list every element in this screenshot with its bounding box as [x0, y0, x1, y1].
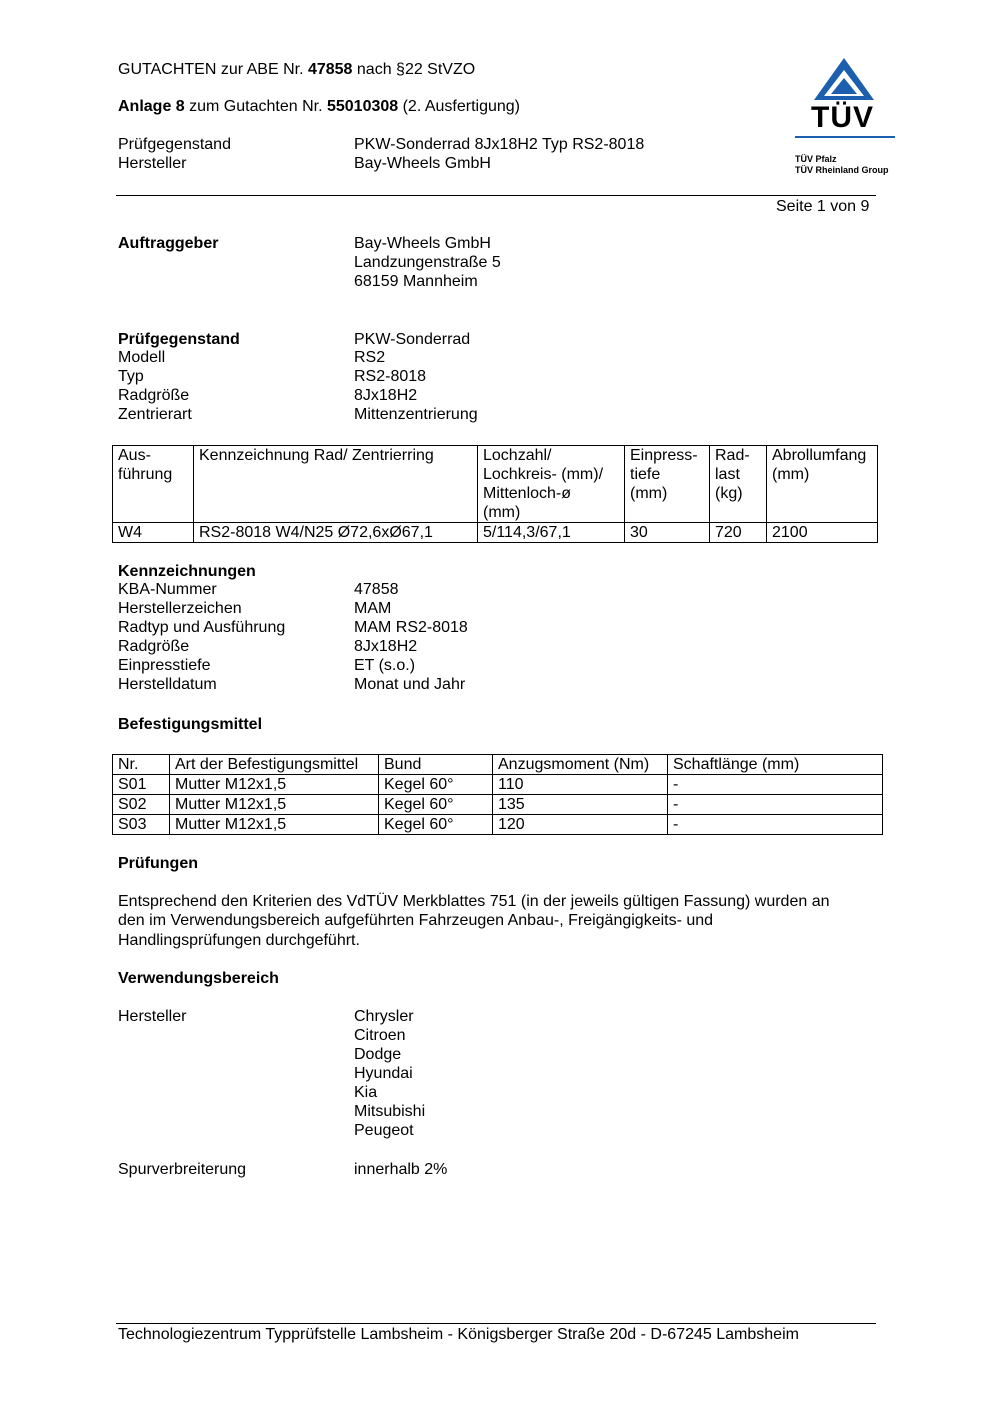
table-cell: 135	[493, 795, 668, 815]
kennzeichnung-row	[118, 657, 818, 676]
table-cell: Mutter M12x1,5	[170, 815, 379, 835]
table-header-cell	[194, 446, 478, 523]
row-value: 8Jx18H2	[354, 387, 418, 404]
spurverbreiterung-value: innerhalb 2%	[354, 1161, 448, 1178]
anlage-mid: zum Gutachten Nr.	[184, 98, 327, 115]
logo-sub1: TÜV Pfalz	[795, 154, 837, 164]
kennzeichnung-row	[118, 600, 818, 619]
header-pruefgegenstand	[118, 136, 818, 155]
table-cell: Kegel 60°	[379, 815, 493, 835]
hersteller-item: Peugeot	[354, 1122, 414, 1139]
header-hersteller-value: Bay-Wheels GmbH	[354, 155, 491, 172]
row-label: Herstellerzeichen	[118, 600, 242, 617]
table-cell: Mutter M12x1,5	[170, 775, 379, 795]
verwendungsbereich-heading: Verwendungsbereich	[118, 970, 279, 987]
row-value: MAM RS2-8018	[354, 619, 468, 636]
auftraggeber-line: 68159 Mannheim	[354, 273, 478, 290]
logo-wordmark: TÜV	[811, 101, 874, 134]
abe-suffix: nach §22 StVZO	[352, 61, 476, 78]
header-line: last	[715, 466, 740, 483]
row-value: RS2-8018	[354, 368, 427, 385]
header-line: (mm)	[772, 466, 810, 483]
verwendung-hersteller-label: Hersteller	[118, 1008, 187, 1025]
hersteller-item: Kia	[354, 1084, 378, 1101]
table-cell: -	[668, 775, 883, 795]
anlage-label: Anlage 8	[118, 98, 185, 115]
row-value: ET (s.o.)	[354, 657, 416, 674]
pruefungen-text: Handlingsprüfungen durchgeführt.	[118, 932, 360, 949]
befestigung-heading: Befestigungsmittel	[118, 716, 263, 733]
table-header-cell: Anzugsmoment (Nm)	[493, 755, 668, 775]
tuev-logo	[792, 56, 898, 176]
table-cell: 2100	[767, 523, 878, 543]
table-header-row	[113, 755, 883, 775]
header-anlage-line	[118, 97, 520, 116]
row-label: Radtyp und Ausführung	[118, 619, 286, 636]
page-number: Seite 1 von 9	[776, 198, 870, 215]
befestigung-table	[112, 754, 883, 835]
table-cell: W4	[113, 523, 194, 543]
row-label: KBA-Nummer	[118, 581, 217, 598]
abe-number: 47858	[307, 61, 353, 78]
row-label: Einpresstiefe	[118, 657, 211, 674]
auftraggeber-line: Bay-Wheels GmbH	[354, 235, 491, 252]
hersteller-item: Mitsubishi	[354, 1103, 426, 1120]
table-cell: S02	[113, 795, 170, 815]
header-pruefgegenstand-value: PKW-Sonderrad 8Jx18H2 Typ RS2-8018	[354, 136, 645, 153]
row-label: Herstelldatum	[118, 676, 217, 693]
footer-address: Technologiezentrum Typprüfstelle Lambsheim - Königsberger Straße 20d - D-67245 Lambsheim	[118, 1326, 799, 1343]
pruefungen-text: Entsprechend den Kriterien des VdTÜV Merkblattes 751 (in der jeweils gültigen Fassung) wurden an	[118, 893, 830, 910]
table-header-cell	[113, 446, 194, 523]
header-divider	[116, 195, 876, 196]
pruefgegenstand-row	[118, 406, 818, 425]
auftraggeber-line: Landzungenstraße 5	[354, 254, 501, 271]
row-value: MAM	[354, 600, 392, 617]
header-line: Abrollumfang	[772, 447, 867, 464]
header-line: (mm)	[630, 485, 668, 502]
row-value: 47858	[354, 581, 399, 598]
table-header-cell	[625, 446, 710, 523]
ausfuehrung-table	[112, 445, 878, 543]
pruefgegenstand-row	[118, 387, 818, 406]
anlage-suffix: (2. Ausfertigung)	[398, 98, 520, 115]
header-line: Kennzeichnung Rad/ Zentrierring	[199, 447, 434, 464]
table-header-cell: Nr.	[113, 755, 170, 775]
hersteller-item: Citroen	[354, 1027, 406, 1044]
logo-sub2: TÜV Rheinland Group	[795, 165, 889, 175]
pruefgegenstand-row	[118, 368, 818, 387]
gutachten-number: 55010308	[326, 98, 399, 115]
table-cell: 30	[625, 523, 710, 543]
header-line: Einpress-	[630, 447, 698, 464]
row-label: Radgröße	[118, 638, 190, 655]
table-row	[113, 815, 883, 835]
table-cell: Mutter M12x1,5	[170, 795, 379, 815]
kennzeichnung-row	[118, 676, 818, 695]
table-cell: 5/114,3/67,1	[478, 523, 625, 543]
hersteller-item: Dodge	[354, 1046, 402, 1063]
table-cell: 110	[493, 775, 668, 795]
row-value: Monat und Jahr	[354, 676, 466, 693]
header-abe-line	[118, 60, 475, 79]
footer-divider	[116, 1323, 876, 1324]
header-line: Lochzahl/	[483, 447, 552, 464]
table-cell: RS2-8018 W4/N25 Ø72,6xØ67,1	[194, 523, 478, 543]
hersteller-item: Hyundai	[354, 1065, 413, 1082]
pruefungen-text: den im Verwendungsbereich aufgeführten Fahrzeugen Anbau-, Freigängigkeits- und	[118, 912, 714, 929]
row-label: Modell	[118, 349, 166, 366]
row-label: Zentrierart	[118, 406, 192, 423]
pruefgegenstand-heading: Prüfgegenstand	[118, 331, 240, 348]
pruefgegenstand-heading-value: PKW-Sonderrad	[354, 331, 471, 348]
header-line: Mittenloch-ø	[483, 485, 572, 502]
pruefgegenstand-row	[118, 349, 818, 368]
table-cell: -	[668, 815, 883, 835]
header-line: (kg)	[715, 485, 743, 502]
row-value: Mittenzentrierung	[354, 406, 478, 423]
table-header-cell	[478, 446, 625, 523]
table-header-row	[113, 446, 878, 523]
table-header-cell: Bund	[379, 755, 493, 775]
kennzeichnung-row	[118, 619, 818, 638]
table-cell: 120	[493, 815, 668, 835]
header-pruefgegenstand-label: Prüfgegenstand	[118, 136, 231, 153]
pruefungen-heading: Prüfungen	[118, 855, 198, 872]
table-cell: Kegel 60°	[379, 795, 493, 815]
table-header-cell	[767, 446, 878, 523]
table-row	[113, 523, 878, 543]
row-label: Typ	[118, 368, 144, 385]
row-value: RS2	[354, 349, 386, 366]
abe-prefix: GUTACHTEN zur ABE Nr.	[118, 61, 308, 78]
header-line: Rad-	[715, 447, 750, 464]
table-cell: -	[668, 795, 883, 815]
kennzeichnung-row	[118, 638, 818, 657]
header-line: (mm)	[483, 504, 521, 521]
table-cell: 720	[710, 523, 767, 543]
table-cell: S03	[113, 815, 170, 835]
table-row	[113, 775, 883, 795]
table-header-cell: Schaftlänge (mm)	[668, 755, 883, 775]
header-line: tiefe	[630, 466, 661, 483]
kennzeichnungen-heading: Kennzeichnungen	[118, 563, 256, 580]
header-line: Lochkreis- (mm)/	[483, 466, 604, 483]
spurverbreiterung-label: Spurverbreiterung	[118, 1161, 247, 1178]
table-cell: Kegel 60°	[379, 775, 493, 795]
row-label: Radgröße	[118, 387, 190, 404]
header-hersteller	[118, 155, 818, 174]
header-hersteller-label: Hersteller	[118, 155, 187, 172]
table-row	[113, 795, 883, 815]
row-value: 8Jx18H2	[354, 638, 418, 655]
header-line: führung	[118, 466, 173, 483]
hersteller-item: Chrysler	[354, 1008, 414, 1025]
table-header-cell	[710, 446, 767, 523]
header-line: Aus-	[118, 447, 151, 464]
table-cell: S01	[113, 775, 170, 795]
table-header-cell: Art der Befestigungsmittel	[170, 755, 379, 775]
kennzeichnung-row	[118, 581, 818, 600]
auftraggeber-heading: Auftraggeber	[118, 235, 219, 252]
